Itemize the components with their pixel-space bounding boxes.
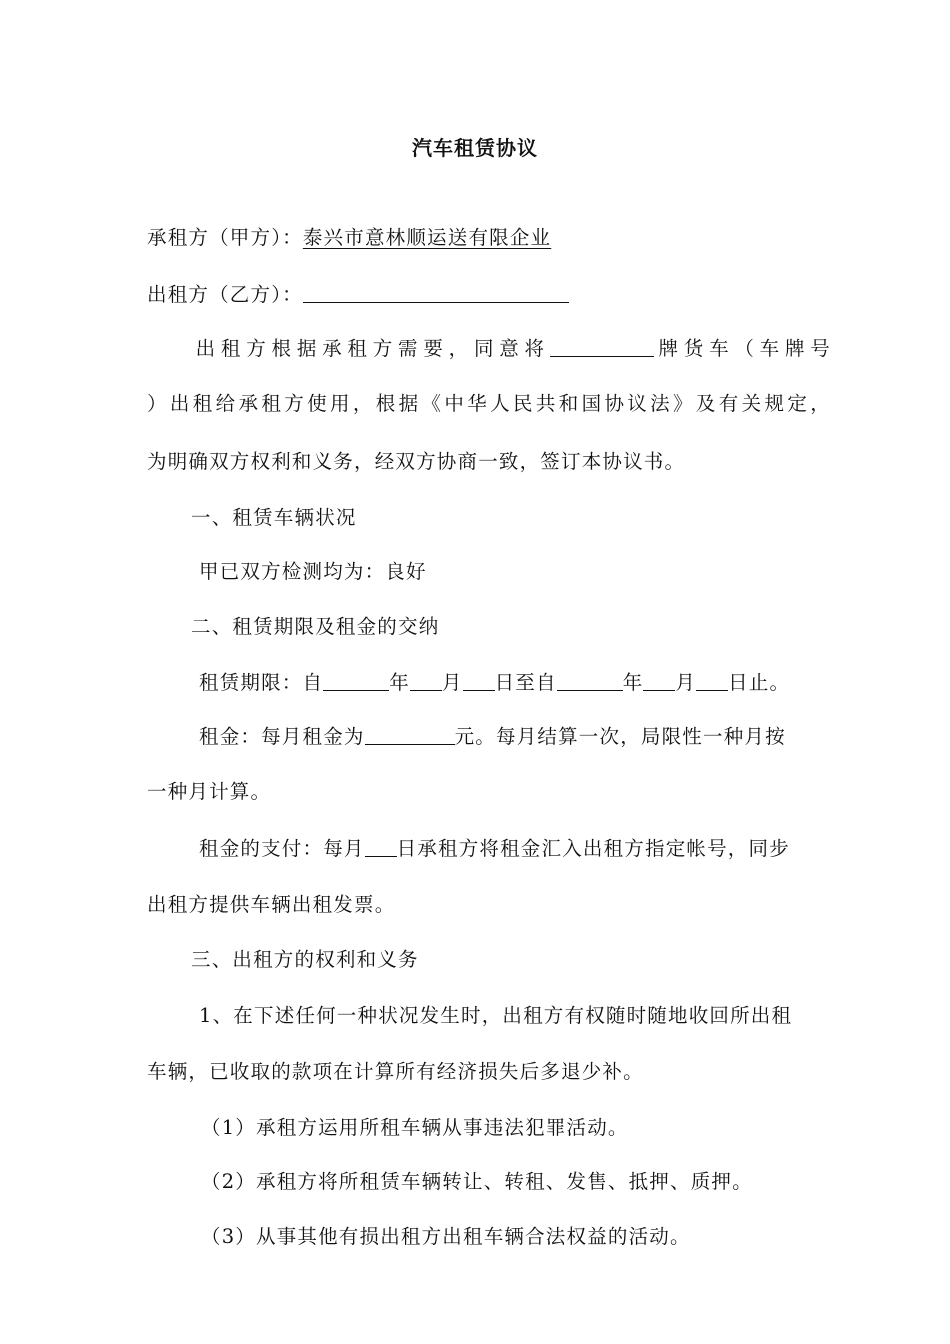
day-to-label: 日至自 [494,671,557,694]
rent-amount-blank [365,722,455,745]
term-prefix: 租赁期限：自 [199,671,324,694]
rent-text-a: 租金：每月租金为 [199,725,365,748]
section3-item1-line2: 车辆，已收取的款项在计算所有经济损失后多退少补。 [147,1060,644,1083]
lessor-blank [303,280,569,303]
end-year-blank [557,668,623,691]
intro-line-2: ）出租给承租方使用，根据《中华人民共和国协议法》及有关规定， [147,392,831,415]
payment-line-2: 出租方提供车辆出租发票。 [147,893,396,916]
section3-sub3: （3）从事其他有损出租方出租车辆合法权益的活动。 [201,1225,691,1248]
year-label-1: 年 [389,671,410,694]
end-month-blank [643,668,675,691]
intro-text-b: 牌货车（车牌号 [653,337,831,360]
start-year-blank [323,668,389,691]
page-title: 汽车租赁协议 [412,136,538,160]
term-line [199,668,790,697]
lessor-line [147,280,569,309]
month-label-2: 月 [675,671,697,694]
pay-text-a: 租金的支付：每月 [199,837,365,860]
section1-text: 甲已双方检测均为：良好 [199,560,427,583]
start-month-blank [410,668,442,691]
payment-line [199,834,790,863]
lessee-line [147,224,551,252]
year-label-2: 年 [622,671,644,694]
end-day-blank [696,668,728,691]
lessor-label: 出租方（乙方）： [147,283,303,306]
lessee-name: 泰兴市意林顺运送有限企业 [302,226,552,249]
start-day-blank [463,668,495,691]
pay-day-blank [365,834,397,857]
section3-sub1: （1）承租方运用所租车辆从事违法犯罪活动。 [201,1116,629,1139]
intro-line-3: 为明确双方权利和义务，经双方协商一致，签订本协议书。 [147,450,686,473]
pay-text-b: 日承租方将租金汇入出租方指定帐号，同步 [396,837,790,860]
plate-blank [550,334,654,357]
section3-sub2: （2）承租方将所租赁车辆转让、转租、发售、抵押、质押。 [201,1170,753,1193]
intro-line-1 [147,334,831,363]
section3-item1-line1: 1、在下述任何一种状况发生时，出租方有权随时随地收回所出租 [199,1004,793,1027]
section3-heading: 三、出租方的权利和义务 [191,948,419,971]
rent-line [199,722,786,751]
day-end-label: 日止。 [728,671,791,694]
section1-heading: 一、租赁车辆状况 [191,506,357,529]
intro-text-a: 出租方根据承租方需要，同意将 [191,337,550,360]
rent-text-b: 元。每月结算一次，局限性一种月按 [454,725,786,748]
month-label-1: 月 [441,671,463,694]
lessee-label: 承租方（甲方）： [147,226,303,249]
rent-line-2: 一种月计算。 [147,780,272,803]
section2-heading: 二、租赁期限及租金的交纳 [191,615,440,638]
